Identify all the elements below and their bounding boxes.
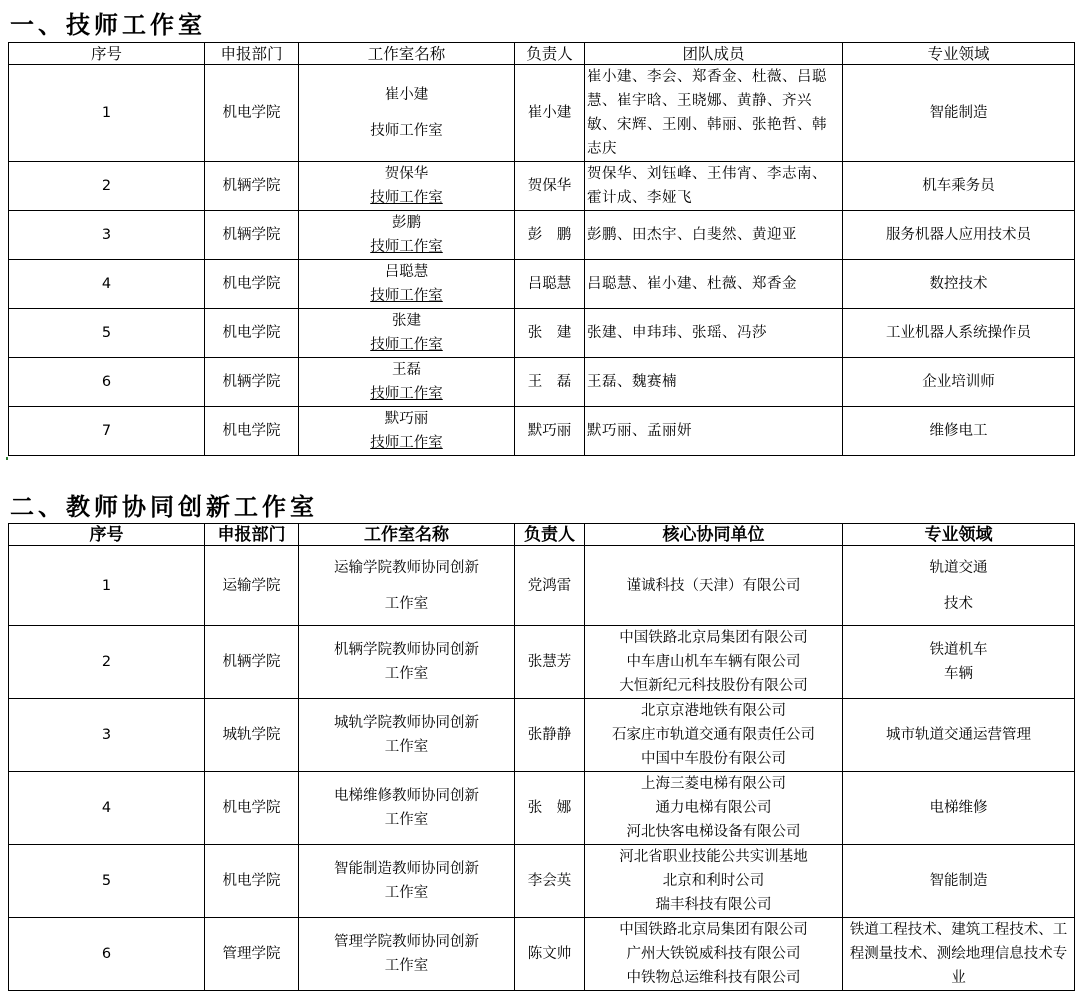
- studio-name-line1: 默巧丽: [384, 411, 429, 427]
- table-row: [9, 546, 1075, 626]
- studio-name-line2: 工作室: [384, 885, 429, 901]
- cell-members: 贺保华、刘钰峰、王伟宵、李志南、霍计成、李娅飞: [585, 162, 843, 211]
- cell-no: 5: [9, 845, 205, 918]
- cell-studio-name: [299, 546, 515, 626]
- field-line2: 车辆: [944, 666, 973, 682]
- section2-title: 二、教师协同创新工作室: [10, 492, 318, 521]
- col-header-units: 核心协同单位: [585, 524, 843, 546]
- table-row: [9, 162, 1075, 211]
- cell-no: 1: [9, 65, 205, 162]
- col-header-no: 序号: [9, 43, 205, 65]
- cell-units: [585, 772, 843, 845]
- cell-studio-name: [299, 699, 515, 772]
- studio-name-line1: 机辆学院教师协同创新: [334, 642, 479, 658]
- field-line1: 铁道机车: [929, 642, 988, 658]
- unit-line: 上海三菱电梯有限公司: [641, 776, 786, 792]
- unit-line: 北京和利时公司: [662, 873, 765, 889]
- unit-line: 大恒新纪元科技股份有限公司: [619, 678, 808, 694]
- cell-field: [843, 918, 1075, 991]
- col-header-name: 工作室名称: [299, 524, 515, 546]
- field-line1: 智能制造: [929, 873, 988, 889]
- studio-name-line2: 技师工作室: [370, 435, 443, 451]
- cell-dept: 机电学院: [205, 65, 299, 162]
- unit-line: 河北省职业技能公共实训基地: [619, 849, 808, 865]
- cell-dept: 运输学院: [205, 546, 299, 626]
- col-header-name: 工作室名称: [299, 43, 515, 65]
- table-row: [9, 309, 1075, 358]
- unit-line: 中国铁路北京局集团有限公司: [619, 630, 808, 646]
- cell-units: [585, 845, 843, 918]
- cell-studio-name: [299, 211, 515, 260]
- studio-name-line2: 工作室: [384, 666, 429, 682]
- cell-no: 2: [9, 626, 205, 699]
- cell-members: 崔小建、李会、郑香金、杜薇、吕聪慧、崔宇晗、王晓娜、黄静、齐兴敏、宋辉、王刚、韩丽、张艳哲、韩志庆: [585, 65, 843, 162]
- cell-field: [843, 626, 1075, 699]
- table-row: [9, 358, 1075, 407]
- cell-lead: 王 磊: [515, 358, 585, 407]
- table-row: [9, 772, 1075, 845]
- cell-studio-name: [299, 358, 515, 407]
- studio-name-line1: 电梯维修教师协同创新: [334, 788, 479, 804]
- studio-name-line2: 技师工作室: [370, 190, 443, 206]
- studio-name-line2: 工作室: [384, 958, 429, 974]
- cell-lead: 贺保华: [515, 162, 585, 211]
- studio-name-line1: 管理学院教师协同创新: [334, 934, 479, 950]
- cell-no: 4: [9, 260, 205, 309]
- cell-no: 1: [9, 546, 205, 626]
- table-row: [9, 407, 1075, 456]
- section1-title: 一、技师工作室: [10, 10, 206, 39]
- cell-no: 6: [9, 358, 205, 407]
- col-header-field: 专业领域: [843, 524, 1075, 546]
- cell-lead: 彭 鹏: [515, 211, 585, 260]
- studio-name-line1: 王磊: [392, 362, 421, 378]
- unit-line: 广州大铁锐威科技有限公司: [626, 946, 801, 962]
- cell-field: [843, 546, 1075, 626]
- table-header-row: [9, 43, 1075, 65]
- cell-studio-name: [299, 65, 515, 162]
- cell-lead: 党鸿雷: [515, 546, 585, 626]
- studio-name-line1: 张建: [392, 313, 421, 329]
- cell-lead: 吕聪慧: [515, 260, 585, 309]
- cell-field: 工业机器人系统操作员: [843, 309, 1075, 358]
- col-header-no: 序号: [9, 524, 205, 546]
- cell-dept: 机电学院: [205, 407, 299, 456]
- studio-name-line1: 智能制造教师协同创新: [334, 861, 479, 877]
- cell-field: [843, 772, 1075, 845]
- cell-lead: 张 建: [515, 309, 585, 358]
- col-header-dept: 申报部门: [205, 43, 299, 65]
- cell-dept: 机辆学院: [205, 626, 299, 699]
- cell-no: 4: [9, 772, 205, 845]
- studio-name-line2: 技师工作室: [370, 337, 443, 353]
- unit-line: 通力电梯有限公司: [655, 800, 772, 816]
- table-row: [9, 918, 1075, 991]
- cell-units: [585, 626, 843, 699]
- cell-lead: 崔小建: [515, 65, 585, 162]
- cell-lead: 李会英: [515, 845, 585, 918]
- cell-dept: 机电学院: [205, 260, 299, 309]
- studio-name-line2: 工作室: [384, 595, 429, 612]
- col-header-lead: 负责人: [515, 524, 585, 546]
- cell-dept: 机电学院: [205, 309, 299, 358]
- field-line1: 城市轨道交通运营管理: [886, 727, 1031, 743]
- cell-lead: 张静静: [515, 699, 585, 772]
- studio-name-line2: 技师工作室: [370, 386, 443, 402]
- spacer: [301, 107, 512, 119]
- col-header-field: 专业领域: [843, 43, 1075, 65]
- studio-name-line1: 崔小建: [384, 87, 429, 103]
- field-line1: 铁道工程技术、建筑工程技术、工程测量技术、测绘地理信息技术专业: [849, 922, 1068, 986]
- cell-field: 数控技术: [843, 260, 1075, 309]
- cell-dept: 机电学院: [205, 845, 299, 918]
- cell-members: 王磊、魏赛楠: [585, 358, 843, 407]
- unit-line: 河北快客电梯设备有限公司: [626, 824, 801, 840]
- unit-line: 中国铁路北京局集团有限公司: [619, 922, 808, 938]
- cell-studio-name: [299, 407, 515, 456]
- cell-dept: 机辆学院: [205, 162, 299, 211]
- cell-no: 5: [9, 309, 205, 358]
- cell-marker: [6, 457, 8, 460]
- table-row: [9, 211, 1075, 260]
- field-line1: 轨道交通: [929, 559, 988, 576]
- cell-field: 机车乘务员: [843, 162, 1075, 211]
- cell-units: [585, 918, 843, 991]
- table-row: [9, 699, 1075, 772]
- studio-table-1: [8, 42, 1075, 456]
- studio-name-line1: 运输学院教师协同创新: [334, 559, 479, 576]
- cell-field: 维修电工: [843, 407, 1075, 456]
- cell-field: 服务机器人应用技术员: [843, 211, 1075, 260]
- cell-studio-name: [299, 918, 515, 991]
- studio-name-line1: 城轨学院教师协同创新: [334, 715, 479, 731]
- unit-line: 中车唐山机车车辆有限公司: [626, 654, 801, 670]
- col-header-dept: 申报部门: [205, 524, 299, 546]
- field-line2: 技术: [944, 595, 973, 612]
- cell-field: 智能制造: [843, 65, 1075, 162]
- studio-name-line2: 技师工作室: [370, 288, 443, 304]
- cell-dept: 机辆学院: [205, 358, 299, 407]
- table-row: [9, 260, 1075, 309]
- col-header-lead: 负责人: [515, 43, 585, 65]
- cell-field: [843, 845, 1075, 918]
- cell-studio-name: [299, 845, 515, 918]
- studio-name-line1: 彭鹏: [392, 215, 421, 231]
- cell-units: [585, 699, 843, 772]
- cell-dept: 城轨学院: [205, 699, 299, 772]
- cell-no: 6: [9, 918, 205, 991]
- cell-studio-name: [299, 260, 515, 309]
- studio-name-line1: 贺保华: [384, 166, 429, 182]
- cell-lead: 张慧芳: [515, 626, 585, 699]
- table-header-row: [9, 524, 1075, 546]
- table-row: [9, 626, 1075, 699]
- cell-studio-name: [299, 626, 515, 699]
- cell-studio-name: [299, 309, 515, 358]
- unit-line: 中国中车股份有限公司: [641, 751, 786, 767]
- cell-dept: 机电学院: [205, 772, 299, 845]
- studio-name-line2: 工作室: [384, 739, 429, 755]
- unit-line: 石家庄市轨道交通有限责任公司: [612, 727, 815, 743]
- unit-line: 北京京港地铁有限公司: [641, 703, 786, 719]
- unit-line: 谨诚科技（天津）有限公司: [626, 577, 801, 594]
- cell-lead: 陈文帅: [515, 918, 585, 991]
- cell-dept: 管理学院: [205, 918, 299, 991]
- cell-members: 默巧丽、孟丽妍: [585, 407, 843, 456]
- studio-name-line1: 吕聪慧: [384, 264, 429, 280]
- studio-name-line2: 技师工作室: [370, 123, 443, 139]
- cell-members: 吕聪慧、崔小建、杜薇、郑香金: [585, 260, 843, 309]
- studio-name-line2: 技师工作室: [370, 239, 443, 255]
- cell-units: [585, 546, 843, 626]
- spacer: [845, 580, 1072, 592]
- cell-dept: 机辆学院: [205, 211, 299, 260]
- cell-lead: 张 娜: [515, 772, 585, 845]
- spacer: [301, 580, 512, 592]
- cell-members: 张建、申玮玮、张瑶、冯莎: [585, 309, 843, 358]
- table-row: [9, 845, 1075, 918]
- cell-no: 3: [9, 211, 205, 260]
- col-header-members: 团队成员: [585, 43, 843, 65]
- studio-name-line2: 工作室: [384, 812, 429, 828]
- field-line1: 电梯维修: [929, 800, 988, 816]
- cell-studio-name: [299, 162, 515, 211]
- unit-line: 中铁物总运维科技有限公司: [626, 970, 801, 986]
- cell-studio-name: [299, 772, 515, 845]
- studio-table-2: [8, 523, 1075, 991]
- cell-field: 企业培训师: [843, 358, 1075, 407]
- cell-field: [843, 699, 1075, 772]
- cell-lead: 默巧丽: [515, 407, 585, 456]
- cell-no: 3: [9, 699, 205, 772]
- unit-line: 瑞丰科技有限公司: [655, 897, 772, 913]
- cell-members: 彭鹏、田杰宇、白斐然、黄迎亚: [585, 211, 843, 260]
- cell-no: 2: [9, 162, 205, 211]
- table-row: [9, 65, 1075, 162]
- cell-no: 7: [9, 407, 205, 456]
